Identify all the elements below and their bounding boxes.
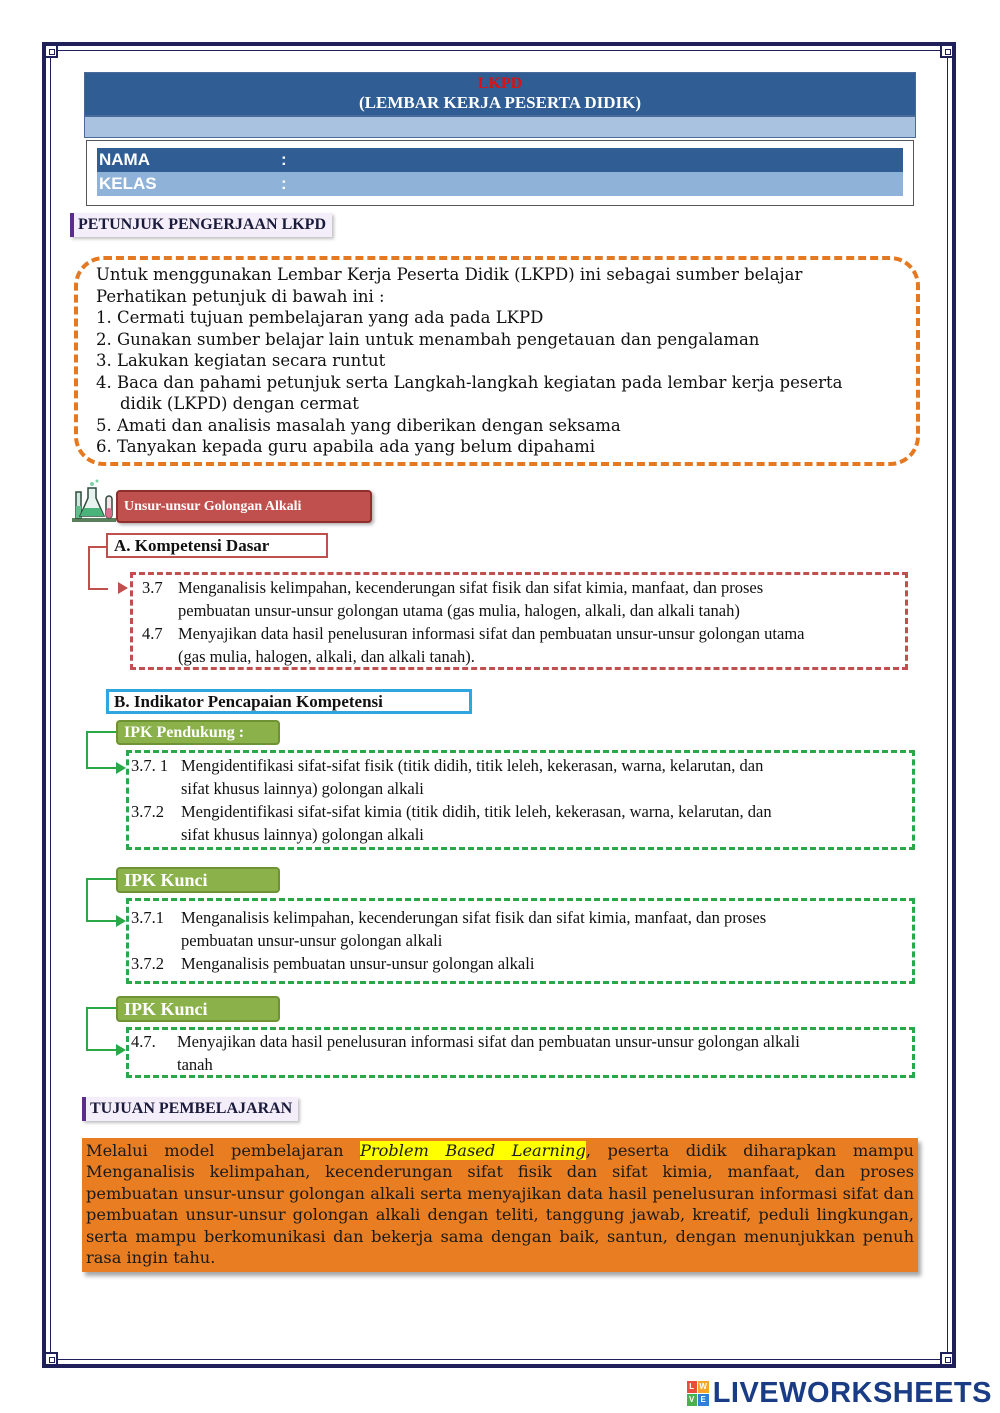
item-number: 3.7.2 (131, 954, 164, 973)
item-number: 4.7 (142, 624, 163, 643)
lab-flask-icon (70, 478, 118, 526)
item-text: sifat khusus lainnya) golongan alkali (181, 825, 424, 844)
item-text: pembuatan unsur-unsur golongan alkali (181, 931, 443, 950)
ipk-supporting-list (131, 754, 911, 846)
item-text: Menganalisis kelimpahan, kecenderungan sifat fisik dan sifat kimia, manfaat, dan proses (178, 578, 764, 597)
ipk-key-tab: IPK Kunci (116, 867, 280, 893)
objective-highlight: Problem Based Learning (360, 1141, 586, 1160)
connector-line (86, 1007, 116, 1009)
objective-text: Melalui model pembelajaran (86, 1141, 361, 1160)
instruction-item: 2. Gunakan sumber belajar lain untuk menambah pengetauan dan pengalaman (96, 329, 760, 349)
connector-line (86, 1049, 118, 1051)
arrow-icon (118, 582, 128, 594)
corner-ornament (44, 44, 58, 58)
corner-ornament (940, 1352, 954, 1366)
brand-icon: L W V E (687, 1381, 709, 1405)
arrow-icon (116, 915, 126, 927)
connector-line (86, 1007, 88, 1051)
item-number: 3.7. 1 (131, 756, 169, 775)
instruction-item: 6. Tanyakan kepada guru apabila ada yang belum dipahami (96, 437, 596, 456)
name-colon: : (281, 150, 287, 169)
arrow-icon (116, 1044, 126, 1056)
competency-list (142, 576, 928, 668)
connector-line (88, 546, 106, 548)
item-text: (gas mulia, halogen, alkali, dan alkali tanah). (178, 647, 475, 666)
ipk-supporting-tab: IPK Pendukung : (116, 720, 280, 745)
item-text: sifat khusus lainnya) golongan alkali (181, 779, 424, 798)
ipk-key-list (131, 1030, 928, 1076)
name-label: NAMA (99, 150, 150, 169)
instructions-intro: Untuk menggunakan Lembar Kerja Peserta Didik (LKPD) ini sebagai sumber belajar (96, 265, 803, 284)
header-subtitle: (LEMBAR KERJA PESERTA DIDIK) (359, 93, 641, 112)
ipk-key-list (131, 906, 911, 975)
item-number: 3.7.2 (131, 802, 164, 821)
instruction-item: 1. Cermati tujuan pembelajaran yang ada pada LKPD (96, 308, 544, 327)
indicators-title: . Indikator Pencapaian Kompetensi (125, 692, 383, 711)
objective-box (82, 1138, 918, 1272)
instructions-text (96, 264, 916, 458)
item-number: 3.7 (142, 578, 163, 597)
class-colon: : (281, 174, 287, 193)
ipk-key-tab: IPK Kunci (116, 996, 280, 1022)
indicators-letter: B (114, 692, 126, 711)
item-text: pembuatan unsur-unsur golongan utama (gas mulia, halogen, alkali, dan alkali tanah) (178, 601, 740, 620)
instruction-item: didik (LKPD) dengan cermat (120, 394, 359, 413)
topic-tab: Unsur-unsur Golongan Alkali (116, 490, 372, 523)
arrow-icon (116, 762, 126, 774)
item-text: tanah (177, 1055, 213, 1074)
indicators-heading (106, 689, 472, 714)
header-band (84, 116, 916, 138)
instructions-intro: Perhatikan petunjuk di bawah ini : (96, 286, 385, 306)
item-text: Menyajikan data hasil penelusuran informasi sifat dan pembuatan unsur-unsur golongan utama (178, 624, 805, 643)
competency-heading: A. Kompetensi Dasar (106, 533, 328, 558)
instruction-item: 5. Amati dan analisis masalah yang diberikan dengan seksama (96, 415, 621, 435)
instructions-heading: PETUNJUK PENGERJAAN LKPD (70, 213, 332, 237)
class-label: KELAS (99, 174, 157, 193)
objective-text: , peserta didik diharapkan mampu Menganalisis kelimpahan, kecenderungan sifat fisik dan sifat kimia, manfaat, dan proses pembuatan unsur-unsur golongan alkali serta menyajikan data hasil penelusuran informasi sifat dan pembuatan unsur-unsur golongan alkali dengan teliti, tanggung jawab, kreatif, peduli lingkungan, serta mampu berkomunikasi dan bekerja sama dengan baik, santun, dengan menunjukkan penuh rasa ingin tahu. (86, 1141, 914, 1268)
class-field[interactable] (97, 172, 903, 196)
corner-ornament (940, 44, 954, 58)
item-text: Menganalisis kelimpahan, kecenderungan sifat fisik dan sifat kimia, manfaat, dan proses (181, 908, 767, 927)
worksheet-header (84, 72, 916, 116)
item-text: Mengidentifikasi sifat-sifat kimia (titik didih, titik leleh, kekerasan, warna, kelarutan, dan (181, 802, 772, 821)
item-text: Mengidentifikasi sifat-sifat fisik (titik didih, titik leleh, kekerasan, warna, kelarutan, dan (181, 756, 764, 775)
corner-ornament (44, 1352, 58, 1366)
objective-heading: TUJUAN PEMBELAJARAN (82, 1097, 298, 1121)
connector-line (88, 546, 108, 590)
item-text: Menyajikan data hasil penelusuran informasi sifat dan pembuatan unsur-unsur golongan alkali (177, 1032, 800, 1051)
instruction-item: 3. Lakukan kegiatan secara runtut (96, 351, 386, 370)
header-title: LKPD (477, 75, 523, 92)
item-number: 4.7. (131, 1032, 156, 1051)
connector-line (86, 878, 116, 922)
item-number: 3.7.1 (131, 908, 164, 927)
item-text: Menganalisis pembuatan unsur-unsur golongan alkali (181, 954, 535, 973)
liveworksheets-logo (687, 1376, 992, 1410)
instruction-item: 4. Baca dan pahami petunjuk serta Langkah-langkah kegiatan pada lembar kerja peserta (96, 372, 843, 392)
name-field[interactable] (97, 148, 903, 172)
identity-box (86, 140, 914, 206)
connector-line (86, 731, 116, 769)
brand-name: LIVEWORKSHEETS (712, 1376, 992, 1409)
